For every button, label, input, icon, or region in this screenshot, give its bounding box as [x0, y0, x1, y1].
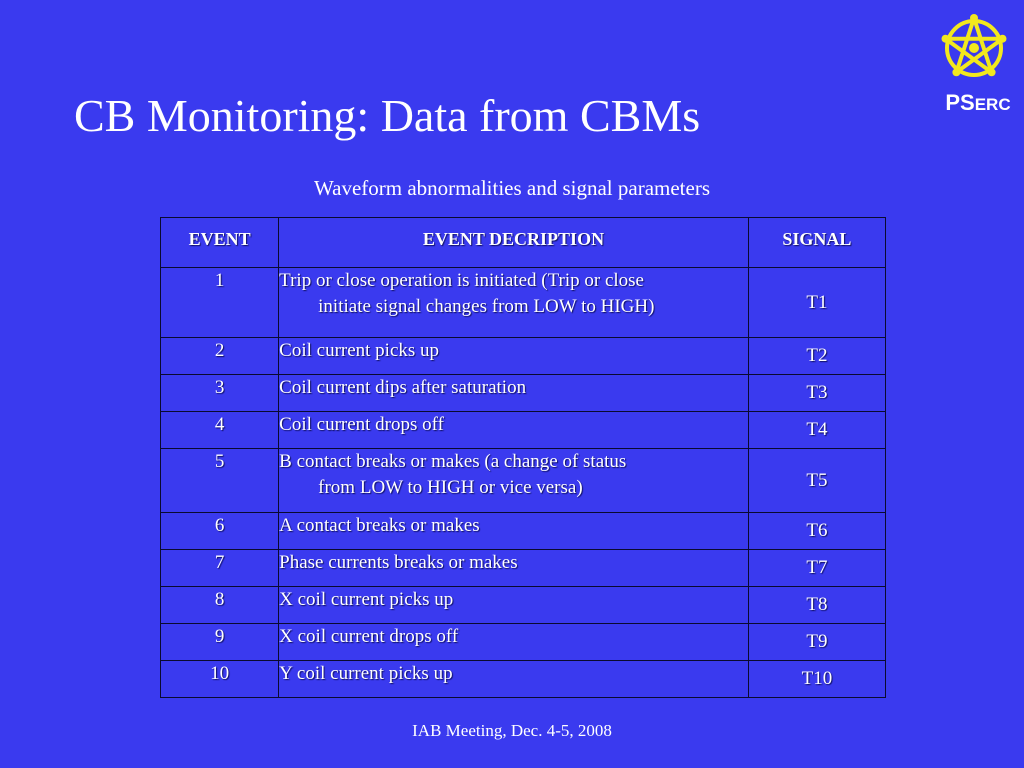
header-event: EVENT: [161, 218, 279, 268]
event-number: 7: [161, 550, 279, 587]
signal-value: T7: [748, 550, 885, 587]
table-row: [161, 268, 886, 338]
logo-text: [932, 90, 1024, 116]
signal-value: T1: [748, 268, 885, 338]
table-row: [161, 624, 886, 661]
events-table: [160, 217, 886, 698]
description-line: initiate signal changes from LOW to HIGH): [318, 296, 655, 317]
table-header-row: [161, 218, 886, 268]
signal-value: T2: [748, 338, 885, 375]
event-number: 5: [161, 449, 279, 513]
event-description: Coil current drops off: [279, 412, 749, 449]
event-number: 10: [161, 661, 279, 698]
signal-value: T10: [748, 661, 885, 698]
description-line: B contact breaks or makes (a change of status: [279, 451, 627, 472]
signal-value: T4: [748, 412, 885, 449]
signal-value: T9: [748, 624, 885, 661]
event-description: A contact breaks or makes: [279, 513, 749, 550]
description-line: Trip or close operation is initiated (Trip or close: [279, 270, 644, 291]
table-row: [161, 449, 886, 513]
event-number: 2: [161, 338, 279, 375]
event-description: Y coil current picks up: [279, 661, 749, 698]
table-row: [161, 513, 886, 550]
event-number: 3: [161, 375, 279, 412]
logo-text-erc: ERC: [974, 95, 1011, 114]
table-row: [161, 661, 886, 698]
header-event-description: EVENT DECRIPTION: [279, 218, 749, 268]
event-description: [279, 449, 749, 513]
slide-footer: IAB Meeting, Dec. 4-5, 2008: [412, 721, 612, 740]
event-description: Phase currents breaks or makes: [279, 550, 749, 587]
table-row: [161, 550, 886, 587]
description-line: from LOW to HIGH or vice versa): [318, 477, 583, 498]
table-row: [161, 412, 886, 449]
event-description: Coil current picks up: [279, 338, 749, 375]
event-number: 1: [161, 268, 279, 338]
header-signal: SIGNAL: [748, 218, 885, 268]
event-number: 8: [161, 587, 279, 624]
table-row: [161, 587, 886, 624]
event-description: [279, 268, 749, 338]
table-caption: Waveform abnormalities and signal parameters: [314, 176, 710, 200]
star-wheel-icon: [936, 10, 1012, 86]
slide-title: CB Monitoring: Data from CBMs: [74, 90, 701, 141]
event-number: 4: [161, 412, 279, 449]
signal-value: T5: [748, 449, 885, 513]
signal-value: T3: [748, 375, 885, 412]
pserc-logo: [926, 10, 1022, 115]
event-number: 9: [161, 624, 279, 661]
logo-text-ps: PS: [945, 90, 975, 115]
table-row: [161, 375, 886, 412]
signal-value: T8: [748, 587, 885, 624]
event-number: 6: [161, 513, 279, 550]
signal-value: T6: [748, 513, 885, 550]
table-row: [161, 338, 886, 375]
event-description: Coil current dips after saturation: [279, 375, 749, 412]
event-description: X coil current picks up: [279, 587, 749, 624]
event-description: X coil current drops off: [279, 624, 749, 661]
